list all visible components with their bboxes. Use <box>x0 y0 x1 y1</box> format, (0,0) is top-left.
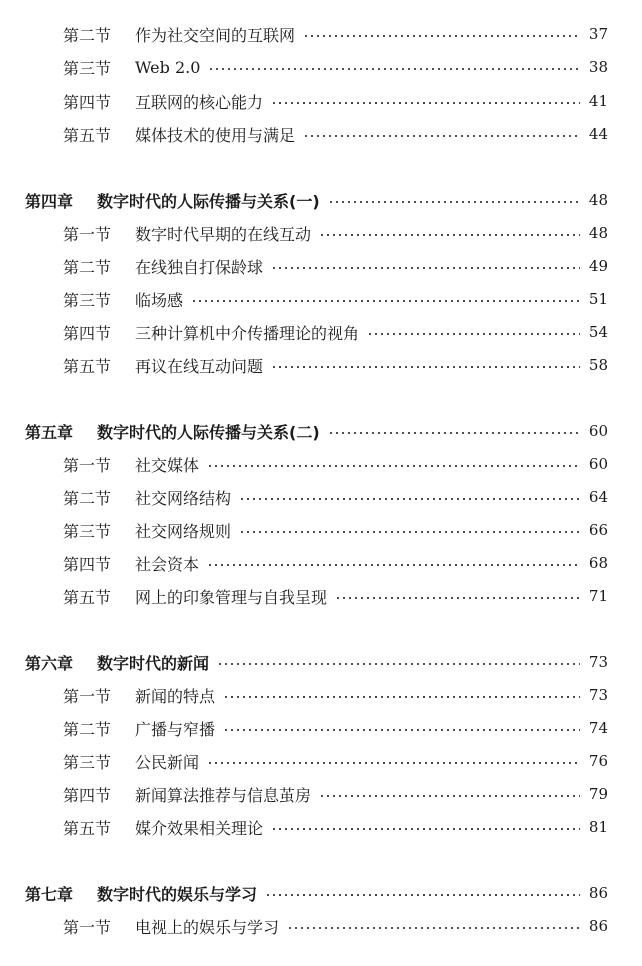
toc-entry <box>63 680 608 710</box>
dot-leader <box>208 68 580 70</box>
toc-entry <box>63 251 608 281</box>
section-title: 作为社交空间的互联网 <box>135 25 296 45</box>
section-number: 第三节 <box>63 752 112 772</box>
section-number: 第五节 <box>63 125 112 145</box>
section-number: 第五节 <box>63 818 112 838</box>
dot-leader <box>287 927 580 929</box>
section-title: 社会资本 <box>135 554 200 574</box>
dot-leader <box>335 597 580 599</box>
page-number: 41 <box>588 92 608 110</box>
section-number: 第三节 <box>63 521 112 541</box>
page-number: 58 <box>588 356 608 374</box>
section-title: 新闻算法推荐与信息茧房 <box>135 785 312 805</box>
page-number: 37 <box>588 25 608 43</box>
dot-leader <box>319 234 580 236</box>
dot-leader <box>239 498 580 500</box>
dot-leader <box>265 894 580 896</box>
section-number: 第四节 <box>63 554 112 574</box>
chapter-number: 第七章 <box>25 884 74 904</box>
section-title: 新闻的特点 <box>135 686 216 706</box>
dot-leader <box>319 795 580 797</box>
section-title: 社交网络规则 <box>135 521 232 541</box>
page-number: 71 <box>588 587 608 605</box>
section-number: 第一节 <box>63 224 112 244</box>
section-title: 在线独自打保龄球 <box>135 257 264 277</box>
dot-leader <box>271 102 580 104</box>
dot-leader <box>328 432 580 434</box>
toc-chapter <box>25 878 608 908</box>
chapter-title: 数字时代的人际传播与关系(一) <box>97 191 320 211</box>
dot-leader <box>207 762 580 764</box>
page-number: 74 <box>588 719 608 737</box>
dot-leader <box>223 729 580 731</box>
section-title: 社交媒体 <box>135 455 200 475</box>
section-title: 广播与窄播 <box>135 719 216 739</box>
page-number: 54 <box>588 323 608 341</box>
section-number: 第二节 <box>63 25 112 45</box>
chapter-title: 数字时代的娱乐与学习 <box>97 884 258 904</box>
toc-entry <box>63 779 608 809</box>
toc-entry <box>63 812 608 842</box>
section-number: 第五节 <box>63 356 112 376</box>
toc-chapter <box>25 185 608 215</box>
section-number: 第一节 <box>63 917 112 937</box>
page-number: 73 <box>588 686 608 704</box>
toc-chapter <box>25 647 608 677</box>
page-number: 44 <box>588 125 608 143</box>
toc-entry <box>63 218 608 248</box>
section-title: 社交网络结构 <box>135 488 232 508</box>
section-title: 电视上的娱乐与学习 <box>135 917 280 937</box>
dot-leader <box>217 663 580 665</box>
toc-chapter <box>25 416 608 446</box>
dot-leader <box>367 333 580 335</box>
page-number: 79 <box>588 785 608 803</box>
section-number: 第三节 <box>63 290 112 310</box>
dot-leader <box>271 828 580 830</box>
page-number: 73 <box>588 653 608 671</box>
page-number: 68 <box>588 554 608 572</box>
section-number: 第二节 <box>63 488 112 508</box>
chapter-title: 数字时代的人际传播与关系(二) <box>97 422 320 442</box>
toc-entry <box>63 86 608 116</box>
toc-entry <box>63 19 608 49</box>
toc-entry <box>63 119 608 149</box>
section-number: 第四节 <box>63 92 112 112</box>
section-title: 临场感 <box>135 290 184 310</box>
section-title: 三种计算机中介传播理论的视角 <box>135 323 360 343</box>
section-title: 网上的印象管理与自我呈现 <box>135 587 328 607</box>
dot-leader <box>328 201 580 203</box>
section-number: 第五节 <box>63 587 112 607</box>
toc-entry <box>63 449 608 479</box>
section-number: 第四节 <box>63 785 112 805</box>
dot-leader <box>239 531 580 533</box>
section-title: 媒介效果相关理论 <box>135 818 264 838</box>
toc-entry <box>63 548 608 578</box>
toc-entry <box>63 52 608 82</box>
section-title: Web 2.0 <box>135 57 201 77</box>
page-number: 66 <box>588 521 608 539</box>
section-number: 第二节 <box>63 257 112 277</box>
toc-entry <box>63 284 608 314</box>
section-title: 数字时代早期的在线互动 <box>135 224 312 244</box>
section-title: 媒体技术的使用与满足 <box>135 125 296 145</box>
page-number: 38 <box>588 58 608 76</box>
page-number: 60 <box>588 422 608 440</box>
section-number: 第一节 <box>63 686 112 706</box>
page-number: 48 <box>588 224 608 242</box>
toc-entry <box>63 746 608 776</box>
section-number: 第四节 <box>63 323 112 343</box>
toc-entry <box>63 350 608 380</box>
page-number: 76 <box>588 752 608 770</box>
dot-leader <box>271 267 580 269</box>
dot-leader <box>191 300 580 302</box>
dot-leader <box>207 465 580 467</box>
section-number: 第一节 <box>63 455 112 475</box>
page-number: 60 <box>588 455 608 473</box>
dot-leader <box>271 366 580 368</box>
page-number: 49 <box>588 257 608 275</box>
toc-entry <box>63 515 608 545</box>
toc-entry <box>63 911 608 941</box>
page-number: 86 <box>588 884 608 902</box>
page-number: 64 <box>588 488 608 506</box>
toc-entry <box>63 581 608 611</box>
section-title: 再议在线互动问题 <box>135 356 264 376</box>
toc-entry <box>63 482 608 512</box>
chapter-number: 第六章 <box>25 653 74 673</box>
section-title: 公民新闻 <box>135 752 200 772</box>
dot-leader <box>207 564 580 566</box>
chapter-title: 数字时代的新闻 <box>97 653 210 673</box>
dot-leader <box>303 135 580 137</box>
section-number: 第三节 <box>63 58 112 78</box>
toc-entry <box>63 713 608 743</box>
page-number: 86 <box>588 917 608 935</box>
section-number: 第二节 <box>63 719 112 739</box>
chapter-number: 第五章 <box>25 422 74 442</box>
chapter-number: 第四章 <box>25 191 74 211</box>
page-number: 81 <box>588 818 608 836</box>
dot-leader <box>223 696 580 698</box>
toc-entry <box>63 317 608 347</box>
page-number: 48 <box>588 191 608 209</box>
section-title: 互联网的核心能力 <box>135 92 264 112</box>
page-number: 51 <box>588 290 608 308</box>
dot-leader <box>303 35 580 37</box>
